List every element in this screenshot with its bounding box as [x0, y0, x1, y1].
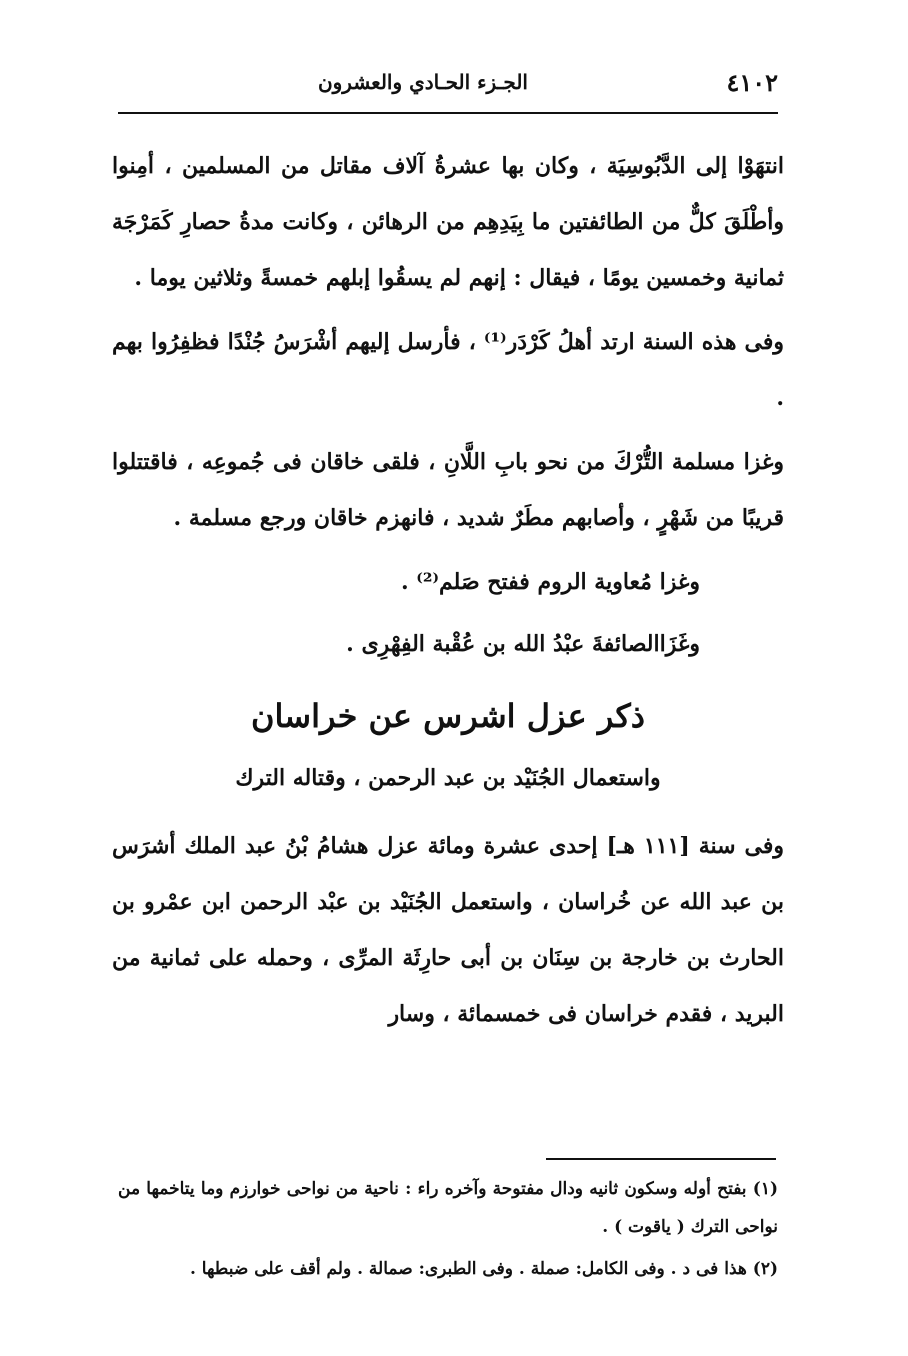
- page-header: [118, 66, 778, 106]
- paragraph: وغزا مُعاوية الروم ففتح صَلم⁽²⁾ .: [400, 569, 700, 595]
- section-subheading: واستعمال الجُنَيْد بن عبد الرحمن ، وقتاله الترك: [235, 765, 661, 791]
- paragraph: وفى هذه السنة ارتد أهلُ كَرْدَر⁽¹⁾ ، فأرسل إليهم أشْرَسُ جُنْدًا فظفِرُوا بهم .: [112, 329, 784, 411]
- running-title: الجـزء الحـادي والعشرون: [317, 70, 528, 94]
- paragraph: وغزا مسلمة التُّرْكَ من نحو بابِ اللَّانِ ، فلقى خاقان فى جُموعِه ، فاقتتلوا قريبًا من شَهْرٍ ، وأصابهم مطَرٌ شديد ، فانهزم خاقان ورجع مسلمة .: [112, 449, 784, 531]
- page-number: ٤١٠٢: [726, 68, 778, 97]
- paragraph: وغَزَاالصائفةَ عبْدُ الله بن عُقْبة الفِهْرِى .: [346, 631, 700, 657]
- footnotes: [118, 1170, 778, 1292]
- main-text: [112, 138, 784, 1048]
- header-rule: [118, 112, 778, 114]
- paragraph: وفى سنة [١١١ هـ] إحدى عشرة ومائة عزل هشامُ بْنُ عبد الملك أشرَس بن عبد الله عن خُراسان ، واستعمل الجُنَيْد بن عبْد الرحمن ابن عمْرو بن الحارث بن خارجة بن سِنَان بن أبى حارِثَة المرِّى ، وحمله على ثمانية من البريد ، فقدم خراسان فى خمسمائة ، وسار: [112, 833, 785, 1027]
- footnote: (٢) هذا فى د . وفى الكامل: صملة . وفى الطبرى: صمالة . ولم أقف على ضبطها .: [189, 1259, 778, 1279]
- footnote-rule: [546, 1158, 776, 1160]
- footnote: (١) بفتح أوله وسكون ثانيه ودال مفتوحة وآخره راء : ناحية من نواحى خوارزم وما يتاخمها من نواحى الترك ( ياقوت ) .: [118, 1179, 778, 1237]
- section-heading: ذكر عزل اشرس عن خراسان: [251, 697, 645, 735]
- paragraph: انتهَوْا إلى الدَّبُوسِيَة ، وكان بها عشرةُ آلاف مقاتل من المسلمين ، أمِنوا وأطْلَقَ كلٌّ من الطائفتين ما بِيَدِهِم من الرهائن ، وكانت مدةُ حصارِ كَمَرْجَة ثمانية وخمسين يومًا ، فيقال : إنهم لم يسقُوا إبلهم خمسةً وثلاثين يوما .: [112, 153, 784, 291]
